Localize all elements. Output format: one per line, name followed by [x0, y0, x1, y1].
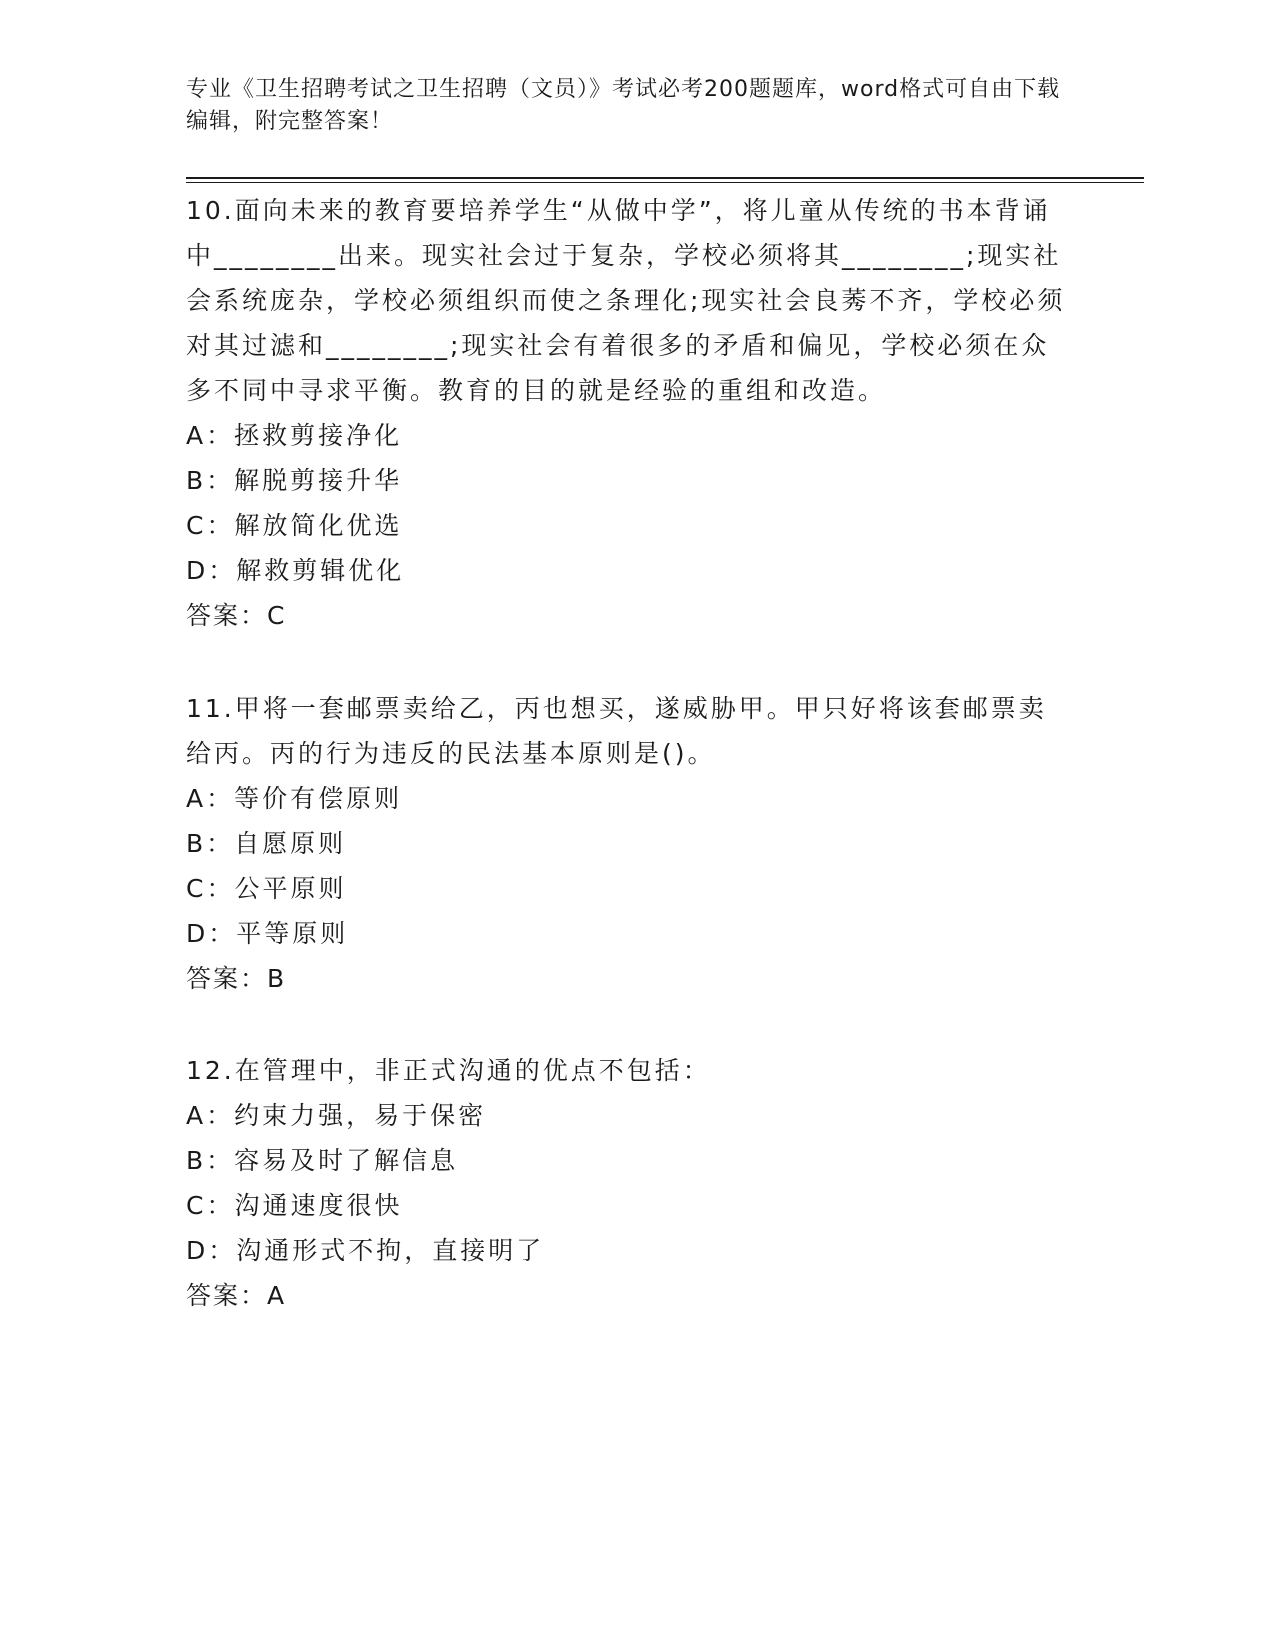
- header-divider-thin: [186, 182, 1144, 183]
- option-b: B：解脱剪接升华: [186, 466, 403, 495]
- header-divider: [186, 177, 1144, 179]
- option-d: D：平等原则: [186, 919, 349, 948]
- question-stem: 10.面向未来的教育要培养学生“从做中学”，将儿童从传统的书本背诵中________出来。现实社会过于复杂，学校必须将其________;现实社会系统庞杂，学校必须组织而使之条理化;现实社会良莠不齐，学校必须对其过滤和________;现实社会有着很多的矛盾和偏见，学校必须在众多不同中寻求平衡。教育的目的就是经验的重组和改造。: [186, 196, 1066, 405]
- answer: 答案：A: [186, 1281, 287, 1310]
- question-stem: 12.在管理中，非正式沟通的优点不包括：: [186, 1056, 711, 1085]
- option-c: C：公平原则: [186, 874, 347, 903]
- option-c: C：沟通速度很快: [186, 1191, 403, 1220]
- question-stem: 11.甲将一套邮票卖给乙，丙也想买，遂威胁甲。甲只好将该套邮票卖给丙。丙的行为违反的民法基本原则是()。: [186, 694, 1047, 768]
- answer: 答案：C: [186, 601, 287, 630]
- question-10: [186, 188, 1066, 638]
- option-c: C：解放简化优选: [186, 511, 403, 540]
- option-a: A：拯救剪接净化: [186, 421, 403, 450]
- document-header: 专业《卫生招聘考试之卫生招聘（文员）》考试必考200题题库，word格式可自由下载编辑，附完整答案！: [186, 77, 1061, 134]
- answer: 答案：B: [186, 964, 287, 993]
- option-b: B：自愿原则: [186, 829, 347, 858]
- option-a: A：等价有偿原则: [186, 784, 403, 813]
- option-a: A：约束力强，易于保密: [186, 1101, 487, 1130]
- question-12: [186, 1048, 1066, 1318]
- question-11: [186, 686, 1066, 1001]
- option-d: D：沟通形式不拘，直接明了: [186, 1236, 545, 1265]
- option-d: D：解救剪辑优化: [186, 556, 405, 585]
- option-b: B：容易及时了解信息: [186, 1146, 459, 1175]
